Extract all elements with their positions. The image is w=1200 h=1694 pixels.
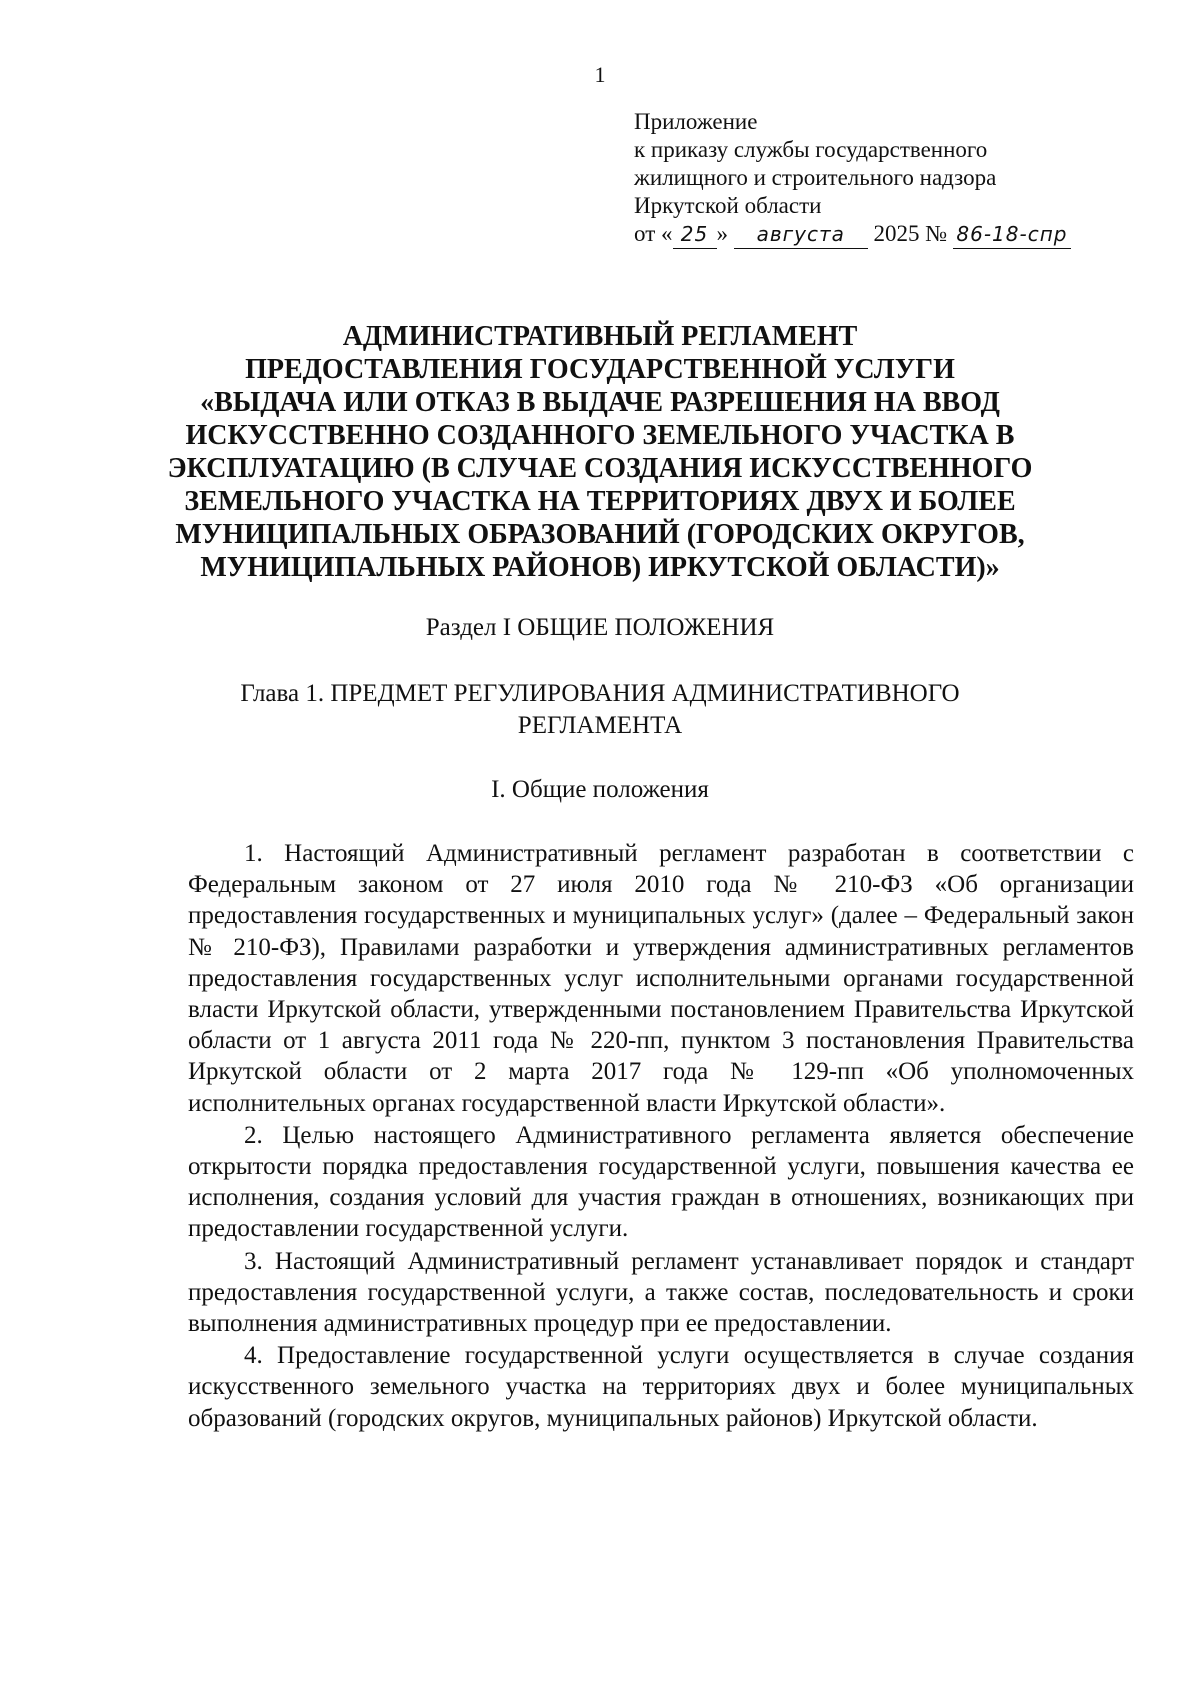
paragraph-3: 3. Настоящий Административный регламент устанавливает порядок и стандарт предоставления государственной услуги, а также состав, последовательность и сроки выполнения административных процедур при ее предоставлении. (188, 1247, 1134, 1338)
title-line: ЭКСПЛУАТАЦИЮ (В СЛУЧАЕ СОЗДАНИЯ ИСКУССТВЕННОГО (167, 453, 1033, 484)
order-date-line (634, 220, 1071, 249)
body-text (188, 838, 1134, 1434)
paragraph-1: 1. Настоящий Административный регламент разработан в соответствии с Федеральным законом от 27 июля 2010 года № 210-ФЗ «Об организации предоставления государственных и муниципальных услуг» (далее – Федеральный закон № 210-ФЗ), Правилами разработки и утверждения административных регламентов предоставления государственных услуг исполнительными органами государственной власти Иркутской области, утвержденными постановлением Правительства Иркутской области от 1 августа 2011 года № 220-пп, пунктом 3 постановления Правительства Иркутской области от 2 марта 2017 года № 129-пп «Об уполномоченных исполнительных органах государственной власти Иркутской области». (188, 840, 1134, 1117)
handwritten-month: августа (734, 220, 868, 249)
date-day-suffix: » (716, 221, 728, 246)
chapter-line: Глава 1. ПРЕДМЕТ РЕГУЛИРОВАНИЯ АДМИНИСТРАТИВНОГО (240, 680, 960, 707)
title-line: ЗЕМЕЛЬНОГО УЧАСТКА НА ТЕРРИТОРИЯХ ДВУХ И БОЛЕЕ (184, 486, 1016, 517)
title-line: «ВЫДАЧА ИЛИ ОТКАЗ В ВЫДАЧЕ РАЗРЕШЕНИЯ НА ВВОД (200, 387, 1000, 418)
appendix-line: Приложение (634, 109, 758, 134)
paragraph-2: 2. Целью настоящего Административного регламента является обеспечение открытости порядка предоставления государственной услуги, повышения качества ее исполнения, создания условий для участия граждан в отношениях, возникающих при предоставлении государственной услуги. (188, 1121, 1134, 1243)
section-heading: Раздел I ОБЩИЕ ПОЛОЖЕНИЯ (425, 614, 775, 641)
title-line: МУНИЦИПАЛЬНЫХ ОБРАЗОВАНИЙ (ГОРОДСКИХ ОКРУГОВ, (175, 519, 1025, 550)
paragraph-4: 4. Предоставление государственной услуги осуществляется в случае создания искусственного земельного участка на территориях двух и более муниципальных образований (городских округов, муниципальных районов) Иркутской области. (188, 1342, 1134, 1432)
handwritten-day: 25 (673, 220, 717, 249)
handwritten-order-number: 86-18-спр (953, 220, 1071, 249)
title-line: МУНИЦИПАЛЬНЫХ РАЙОНОВ) ИРКУТСКОЙ ОБЛАСТИ)» (200, 552, 1000, 583)
title-line: АДМИНИСТРАТИВНЫЙ РЕГЛАМЕНТ (342, 321, 858, 352)
chapter-line: РЕГЛАМЕНТА (517, 712, 683, 739)
chapter-heading (0, 678, 1200, 742)
title-line: ПРЕДОСТАВЛЕНИЯ ГОСУДАРСТВЕННОЙ УСЛУГИ (245, 354, 955, 385)
date-prefix: от « (634, 221, 673, 246)
title-line: ИСКУССТВЕННО СОЗДАННОГО ЗЕМЕЛЬНОГО УЧАСТКА В (185, 420, 1015, 451)
appendix-line: жилищного и строительного надзора (634, 165, 997, 190)
appendix-line: к приказу службы государственного (634, 137, 988, 162)
subheading: I. Общие положения (491, 776, 709, 803)
appendix-block (634, 108, 1071, 249)
appendix-line: Иркутской области (634, 193, 822, 218)
regulation-title (0, 320, 1200, 584)
year-label: 2025 № (873, 221, 948, 246)
page-number: 1 (594, 62, 606, 87)
